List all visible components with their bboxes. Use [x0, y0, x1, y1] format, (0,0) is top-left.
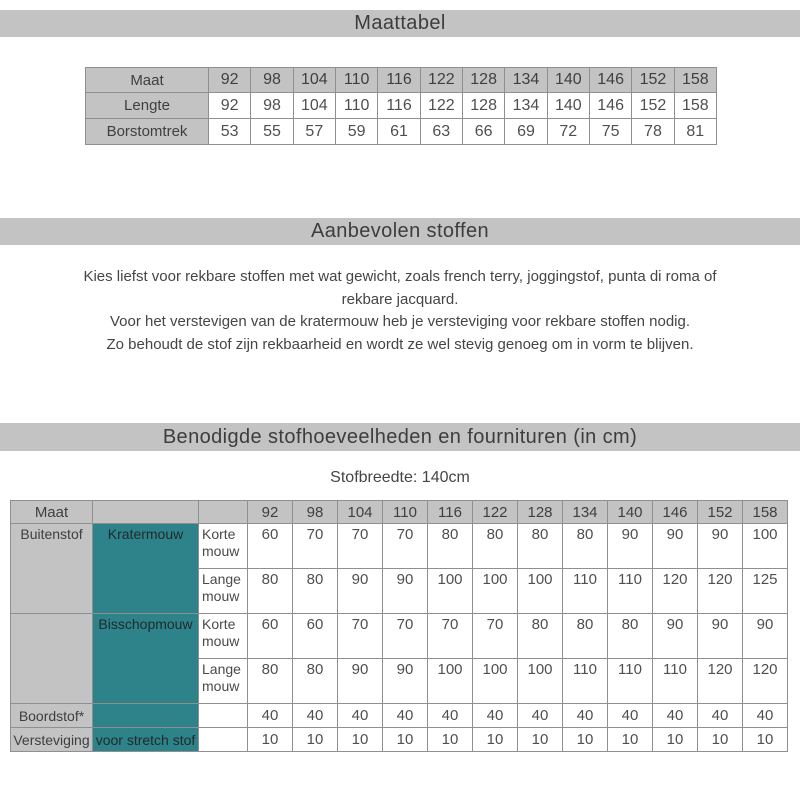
- value-cell: 80: [248, 569, 293, 614]
- value-cell: 90: [653, 524, 698, 569]
- value-cell: 40: [608, 704, 653, 728]
- value-cell: 70: [338, 524, 383, 569]
- value-cell: 90: [698, 524, 743, 569]
- value-cell: 110: [608, 659, 653, 704]
- maattabel-table-wrap: [85, 67, 717, 145]
- value-cell: 40: [653, 704, 698, 728]
- value-cell: 128: [462, 93, 504, 119]
- maattabel-row: [86, 93, 717, 119]
- paragraph-line: Kies liefst voor rekbare stoffen met wat gewicht, zoals french terry, joggingstof, punta di roma of: [83, 268, 717, 285]
- value-cell: 92: [209, 93, 251, 119]
- value-cell: 100: [473, 659, 518, 704]
- value-cell: 40: [338, 704, 383, 728]
- value-cell: 90: [338, 659, 383, 704]
- value-cell: 10: [248, 728, 293, 752]
- size-header-cell: 134: [563, 501, 608, 524]
- fabric-amount-row: [11, 614, 788, 659]
- value-cell: 100: [518, 569, 563, 614]
- value-cell: 53: [209, 119, 251, 145]
- value-cell: 55: [251, 119, 293, 145]
- value-cell: 10: [608, 728, 653, 752]
- value-cell: 81: [674, 119, 716, 145]
- fabric-advice-paragraph: [0, 266, 800, 356]
- value-cell: 80: [428, 524, 473, 569]
- value-cell: 110: [335, 93, 377, 119]
- value-cell: 69: [505, 119, 547, 145]
- fabric-amount-row: [11, 728, 788, 752]
- value-cell: 100: [518, 659, 563, 704]
- value-cell: 70: [383, 614, 428, 659]
- row-label: Maat: [86, 68, 209, 93]
- value-cell: 80: [518, 614, 563, 659]
- value-cell: 40: [563, 704, 608, 728]
- value-cell: 120: [653, 569, 698, 614]
- benodigd-table-wrap: [10, 500, 788, 752]
- fabric-width-note: Stofbreedte: 140cm: [330, 469, 470, 486]
- maattabel-row: [86, 119, 717, 145]
- material-label-cell: [11, 614, 93, 704]
- section-title-aanbevolen-stoffen: Aanbevolen stoffen: [310, 220, 490, 242]
- value-cell: 125: [743, 569, 788, 614]
- value-cell: 40: [518, 704, 563, 728]
- value-cell: 116: [378, 93, 420, 119]
- maattabel-row: [86, 68, 717, 93]
- value-cell: 80: [248, 659, 293, 704]
- value-cell: 60: [248, 524, 293, 569]
- value-cell: 10: [338, 728, 383, 752]
- value-cell: 10: [473, 728, 518, 752]
- paragraph-line: Voor het verstevigen van de kratermouw heb je versteviging voor rekbare stoffen nodig.: [109, 313, 691, 330]
- value-cell: 80: [473, 524, 518, 569]
- value-cell: 70: [338, 614, 383, 659]
- value-cell: 72: [547, 119, 589, 145]
- value-cell: 90: [698, 614, 743, 659]
- value-cell: 90: [743, 614, 788, 659]
- value-cell: 90: [653, 614, 698, 659]
- empty-header-cell: [199, 501, 248, 524]
- value-cell: 110: [563, 569, 608, 614]
- size-header-cell: 134: [505, 68, 547, 93]
- size-header-row: [11, 501, 788, 524]
- value-cell: 70: [293, 524, 338, 569]
- empty-header-cell: [93, 501, 199, 524]
- section-bar-maattabel: [0, 10, 800, 37]
- value-cell: 100: [428, 569, 473, 614]
- value-cell: 40: [248, 704, 293, 728]
- size-header-cell: 146: [589, 68, 631, 93]
- material-label-cell: Versteviging: [11, 728, 93, 752]
- value-cell: 60: [293, 614, 338, 659]
- size-header-cell: 152: [632, 68, 674, 93]
- row-label: Lengte: [86, 93, 209, 119]
- value-cell: 122: [420, 93, 462, 119]
- value-cell: 110: [608, 569, 653, 614]
- value-cell: 10: [743, 728, 788, 752]
- size-header-cell: 110: [383, 501, 428, 524]
- size-header-cell: 110: [335, 68, 377, 93]
- value-cell: 40: [293, 704, 338, 728]
- corner-label-cell: Maat: [11, 501, 93, 524]
- value-cell: 10: [653, 728, 698, 752]
- size-header-cell: 128: [518, 501, 563, 524]
- value-cell: 80: [293, 659, 338, 704]
- material-label-cell: Boordstof*: [11, 704, 93, 728]
- value-cell: 70: [473, 614, 518, 659]
- size-header-cell: 98: [293, 501, 338, 524]
- value-cell: 40: [383, 704, 428, 728]
- value-cell: 104: [293, 93, 335, 119]
- sleeve-length-cell: Lange mouw: [199, 659, 248, 704]
- value-cell: 90: [383, 659, 428, 704]
- value-cell: 90: [383, 569, 428, 614]
- value-cell: 57: [293, 119, 335, 145]
- value-cell: 98: [251, 93, 293, 119]
- size-header-cell: 122: [420, 68, 462, 93]
- value-cell: 110: [653, 659, 698, 704]
- value-cell: 80: [563, 524, 608, 569]
- value-cell: 140: [547, 93, 589, 119]
- material-label-cell: Buitenstof: [11, 524, 93, 614]
- size-header-cell: 98: [251, 68, 293, 93]
- value-cell: 78: [632, 119, 674, 145]
- section-title-maattabel: Maattabel: [354, 12, 446, 34]
- value-cell: 10: [563, 728, 608, 752]
- value-cell: 63: [420, 119, 462, 145]
- value-cell: 70: [428, 614, 473, 659]
- value-cell: 40: [698, 704, 743, 728]
- value-cell: 60: [248, 614, 293, 659]
- sleeve-length-cell: [199, 728, 248, 752]
- value-cell: 152: [632, 93, 674, 119]
- value-cell: 59: [335, 119, 377, 145]
- sleeve-type-cell: [93, 704, 199, 728]
- value-cell: 100: [428, 659, 473, 704]
- value-cell: 10: [428, 728, 473, 752]
- value-cell: 10: [293, 728, 338, 752]
- sleeve-length-cell: Korte mouw: [199, 614, 248, 659]
- size-header-cell: 152: [698, 501, 743, 524]
- section-title-benodigde-stofhoeveelheden: Benodigde stofhoeveelheden en fournituren (in cm): [162, 425, 638, 448]
- value-cell: 40: [428, 704, 473, 728]
- value-cell: 158: [674, 93, 716, 119]
- value-cell: 70: [383, 524, 428, 569]
- sleeve-type-cell: Bisschopmouw: [93, 614, 199, 704]
- value-cell: 80: [518, 524, 563, 569]
- section-bar-benodigde-stofhoeveelheden: [0, 423, 800, 451]
- paragraph-line: Zo behoudt de stof zijn rekbaarheid en wordt ze wel stevig genoeg om in vorm te blijven.: [106, 335, 694, 353]
- value-cell: 80: [293, 569, 338, 614]
- value-cell: 120: [698, 569, 743, 614]
- size-header-cell: 158: [743, 501, 788, 524]
- value-cell: 40: [743, 704, 788, 728]
- fabric-amount-row: [11, 704, 788, 728]
- size-header-cell: 128: [462, 68, 504, 93]
- size-header-cell: 122: [473, 501, 518, 524]
- value-cell: 80: [563, 614, 608, 659]
- value-cell: 66: [462, 119, 504, 145]
- size-header-cell: 140: [547, 68, 589, 93]
- fabric-amount-row: [11, 524, 788, 569]
- paragraph-line: rekbare jacquard.: [341, 290, 459, 308]
- size-header-cell: 158: [674, 68, 716, 93]
- sleeve-length-cell: [199, 704, 248, 728]
- sleeve-type-cell: Kratermouw: [93, 524, 199, 614]
- size-header-cell: 116: [428, 501, 473, 524]
- value-cell: 110: [563, 659, 608, 704]
- value-cell: 90: [608, 524, 653, 569]
- value-cell: 40: [473, 704, 518, 728]
- value-cell: 10: [383, 728, 428, 752]
- size-header-cell: 104: [293, 68, 335, 93]
- section-bar-aanbevolen-stoffen: [0, 218, 800, 245]
- benodigd-table: [10, 500, 788, 752]
- value-cell: 75: [589, 119, 631, 145]
- size-header-cell: 104: [338, 501, 383, 524]
- value-cell: 134: [505, 93, 547, 119]
- value-cell: 10: [518, 728, 563, 752]
- sleeve-length-cell: Lange mouw: [199, 569, 248, 614]
- sleeve-type-cell: voor stretch stof: [93, 728, 199, 752]
- sleeve-length-cell: Korte mouw: [199, 524, 248, 569]
- size-header-cell: 146: [653, 501, 698, 524]
- row-label: Borstomtrek: [86, 119, 209, 145]
- size-header-cell: 116: [378, 68, 420, 93]
- value-cell: 120: [698, 659, 743, 704]
- value-cell: 100: [743, 524, 788, 569]
- value-cell: 80: [608, 614, 653, 659]
- value-cell: 10: [698, 728, 743, 752]
- size-header-cell: 92: [248, 501, 293, 524]
- value-cell: 61: [378, 119, 420, 145]
- value-cell: 100: [473, 569, 518, 614]
- size-header-cell: 92: [209, 68, 251, 93]
- size-header-cell: 140: [608, 501, 653, 524]
- value-cell: 146: [589, 93, 631, 119]
- value-cell: 120: [743, 659, 788, 704]
- value-cell: 90: [338, 569, 383, 614]
- maattabel-table: [85, 67, 717, 145]
